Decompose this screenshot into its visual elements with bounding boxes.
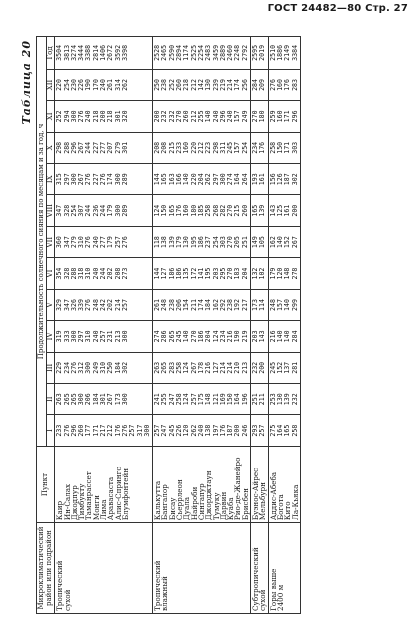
table-label: Таблица 20	[20, 40, 33, 125]
month-values-cell: 193 161	[251, 164, 269, 195]
month-values-cell: 263 265 265 300 206 184 301 267 173 300	[55, 384, 153, 415]
month-header: XII	[47, 69, 55, 100]
month-values-cell: 250 238 252 260 218 212 142 130 239 219 214 174 256	[153, 69, 251, 100]
month-values-cell: 245 152 137 281	[268, 352, 300, 383]
rotated-table-page	[20, 36, 398, 614]
month-header: VI	[47, 258, 55, 289]
month-values-cell: 270 180	[251, 101, 269, 132]
month-values-cell: 252 294 300 276 240 218 200 218 301 320	[55, 101, 153, 132]
table-row	[153, 37, 251, 614]
region-cell: Тропический сухой	[55, 523, 153, 614]
point-cell: Каир Ин-Салах Джодпур Тимбукту Таманрассет Монги Лима Аравасаста Алис-Спрингс Блумфонтейн	[55, 446, 153, 522]
month-values-cell: 200 232 232 270 260 212 255 140 240 296 240 157 249	[153, 101, 251, 132]
region-cell: Субтропический сухой	[251, 523, 269, 614]
month-values-cell: 144 165 163 166 140 220 204 262 297 300 274 164 264	[153, 164, 251, 195]
month-header: IX	[47, 164, 55, 195]
month-values-cell: 298 288 296 267 244 227 277 207 279 301	[55, 132, 153, 163]
region-cell: Тропический влажный	[153, 523, 251, 614]
year-values-cell: 2510 1886 2149 3384	[268, 37, 300, 70]
month-values-cell: 234 176	[251, 132, 269, 163]
table-row	[268, 37, 300, 614]
month-values-cell: 360 347 279 310 276 240 277 179 257 276	[55, 226, 153, 257]
month-values-cell: 229 234 276 312 300 249 310 250 184 302	[55, 352, 153, 383]
month-values-cell: 257 247 245 226 120 262 240 138 197 176 187 200 246	[153, 415, 251, 446]
month-values-cell: 144 127 186 186 135 172 141 195 203 295 270 183 204	[153, 258, 251, 289]
month-values-cell: 319 333 300 297 310 240 257 231 213 300	[55, 321, 153, 352]
month-header: VIII	[47, 195, 55, 226]
region-column-header: Микроклиматический район или подрайон	[37, 523, 55, 614]
month-values-cell: 220 254 230 226 190 170 240 261 314 262	[55, 69, 153, 100]
month-header: X	[47, 132, 55, 163]
month-values-cell: 162 140 152 267	[268, 226, 300, 257]
year-values-cell: 3504 3813 3274 3444 3388 2814 1406 2672 3592 3398	[55, 37, 153, 70]
month-header: VII	[47, 226, 55, 257]
month-values-cell: 274 286 265 245 140 270 186 204 124 234 216 190 219	[153, 321, 251, 352]
point-column-header: Пункт	[37, 446, 55, 522]
month-values-cell: 354 328 288 318 310 240 244 202 208 273	[55, 258, 153, 289]
sunshine-superheader: Продолжительность солнечного сияния по месяцам и за год, ч	[37, 37, 47, 447]
month-values-cell: 156 126 187 302	[268, 164, 300, 195]
month-values-cell: 143 125 161 200	[268, 195, 300, 226]
month-values-cell: 329 347 326 339 276 248 242 202 214 257	[55, 289, 153, 320]
month-values-cell: 258 150 171 303	[268, 132, 300, 163]
month-values-cell: 203 143	[251, 321, 269, 352]
month-header: XI	[47, 101, 55, 132]
month-values-cell: 261 248 238 206 154 211 174 184 162 292 238 192 217	[153, 289, 251, 320]
month-values-cell: 347 328 254 307 244 236 244 179 300 289	[55, 195, 153, 226]
month-values-cell: 248 157 140 299	[268, 289, 300, 320]
month-header: I	[47, 415, 55, 446]
point-cell: Буэнос-Айрес Мельбурн	[251, 446, 269, 522]
month-values-cell: 149 105	[251, 226, 269, 257]
year-header: Год	[47, 37, 55, 70]
month-header: V	[47, 289, 55, 320]
table-row	[251, 37, 269, 614]
table-row	[55, 37, 153, 614]
month-values-cell: 259 160 171 296	[268, 101, 300, 132]
month-values-cell: 251 211	[251, 384, 269, 415]
month-values-cell: 253 130 139 232	[268, 384, 300, 415]
page-header: ГОСТ 24482—80 Стр. 27	[267, 3, 408, 14]
month-values-cell: 216 140 140 284	[268, 321, 300, 352]
month-header: III	[47, 352, 55, 383]
month-values-cell: 232 200	[251, 352, 269, 383]
month-values-cell: 276 160 176 283	[268, 69, 300, 100]
month-values-cell: 124 150 165 176 160 180 185 258 268 282 270 215 260	[153, 195, 251, 226]
year-values-cell: 2528 2465 2590 2894 1174 2525 2254 2483 3459 2889 2460 2248 2792	[153, 37, 251, 70]
month-values-cell: 284 209	[251, 69, 269, 100]
month-values-cell: 263 265 283 258 124 267 178 216 127 214 214 210 213	[153, 352, 251, 383]
month-values-cell: 233 276 296 260 177 171 217 212 176 276 257 317 300	[55, 415, 153, 446]
month-values-cell: 241 255 247 258 124 257 175 148 121 169 150 164 196	[153, 384, 251, 415]
month-values-cell: 118 138 139 179 130 195 186 237 254 303 270 205 251	[153, 226, 251, 257]
month-header: IV	[47, 321, 55, 352]
year-values-cell: 2595 2019	[251, 37, 269, 70]
month-header: II	[47, 384, 55, 415]
month-values-cell: 315 297 300 267 276 227 276 174 300 289	[55, 164, 153, 195]
month-values-cell: 132 102	[251, 258, 269, 289]
table-body	[55, 37, 301, 614]
month-values-cell: 275 164 165 258	[268, 415, 300, 446]
month-values-cell: 173 114	[251, 289, 269, 320]
point-cell: Калькутта Бангалор Бисау Сьеррлеон Дуала Найроби Сингапур Джорджтаун Тумуку Дарвин Куаба Рио-де-Жанейро Брисбен	[153, 446, 251, 522]
month-values-cell: 165 139	[251, 195, 269, 226]
region-cell: Горы выше 2400 м	[268, 523, 300, 614]
point-cell: Аддис-Абеба Богота Кито Ла-Кьяка	[268, 446, 300, 522]
month-values-cell: 293 257	[251, 415, 269, 446]
month-values-cell: 179 120 148 278	[268, 258, 300, 289]
month-values-cell: 208 208 215 233 160 220 212 223 298 311 245 157 254	[153, 132, 251, 163]
sunshine-duration-table	[36, 36, 301, 614]
